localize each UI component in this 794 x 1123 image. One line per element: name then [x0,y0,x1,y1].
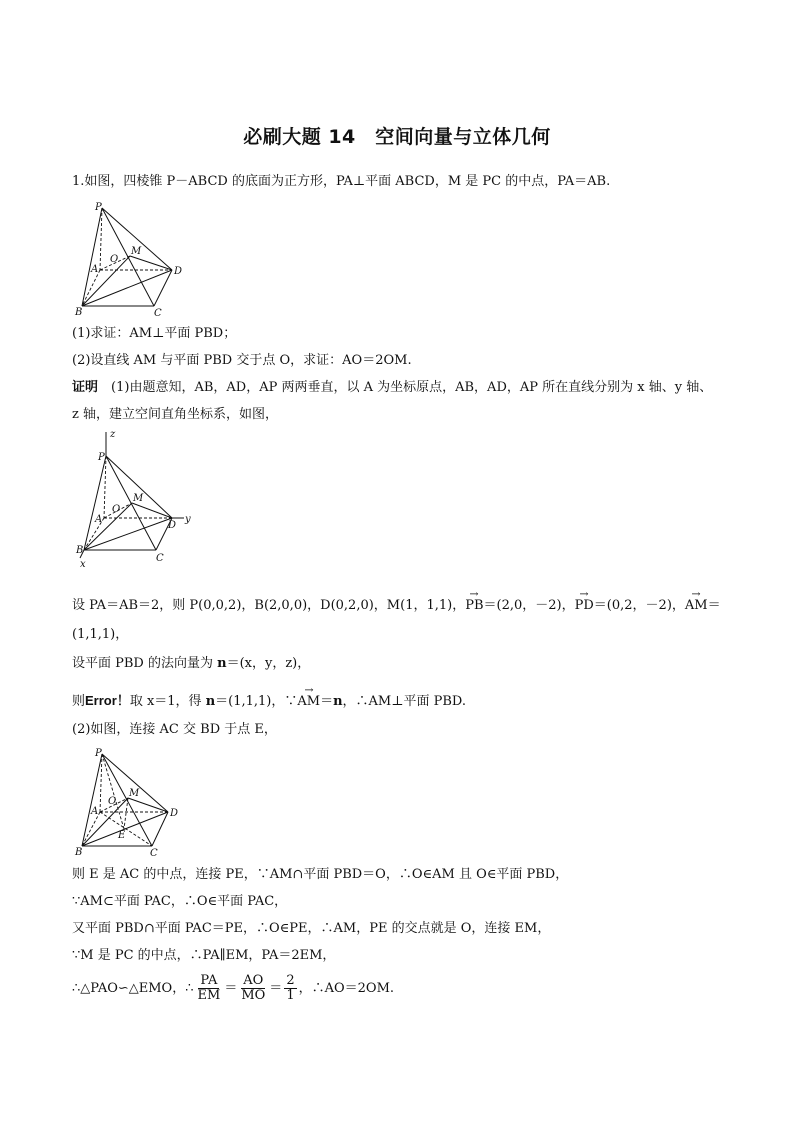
proof-coords-cont: (1,1,1)， [72,627,129,642]
eq-2: ＝ [269,980,283,996]
part-2-question: (2)设直线 AM 与平面 PBD 交于点 O，求证：AO＝2OM. [72,353,412,368]
coords-text: 设 PA＝AB＝2，则 P(0,0,2)，B(2,0,0)，D(0,2,0)，M(1，1,1)， [72,598,466,613]
fraction-PA-EM [196,974,223,1003]
label-P: P [95,202,102,213]
vector-AM-eq: ＝ [707,598,721,613]
label-A: A [95,514,103,525]
label-C: C [156,553,164,564]
proof-step-4: ∵M 是 PC 的中点，∴PA∥EM，PA＝2EM， [72,948,336,963]
err-pre: 则 [72,694,86,709]
pyramid-e-diagram [72,746,192,858]
pyramid-diagram [72,198,192,318]
label-E: E [118,830,126,841]
figure-pyramid-3 [72,746,192,858]
label-B: B [75,847,83,858]
vector-AM: → AM [685,593,708,615]
proof-line-1 [72,379,712,397]
fraction-2-1 [284,974,296,1003]
vector-PB: → PB [465,593,483,615]
proof-step-5 [72,974,394,1003]
proof-step-1: 则 E 是 AC 的中点，连接 PE，∵AM∩平面 PBD＝O，∴O∈AM 且 O∈平面 PBD， [72,867,569,882]
label-C: C [154,308,162,318]
proof-error-line [72,689,466,711]
err-eq: ＝ [320,694,334,709]
error-word: Error！ [85,693,130,708]
figure-pyramid-1 [72,198,192,318]
err-end: ，∴AM⊥平面 PBD. [342,694,466,709]
frac1-den: EM [197,988,221,1003]
label-D: D [174,266,183,277]
proof-coords-line [72,593,721,615]
label-O: O [112,504,121,515]
proof-line-2: z 轴，建立空间直角坐标系，如图， [72,407,278,422]
proof-normal-line [72,655,310,673]
label-B: B [76,545,84,556]
part-1-question: (1)求证：AM⊥平面 PBD； [72,326,237,341]
label-O: O [108,796,117,807]
label-A: A [91,264,99,275]
vector-PD: → PD [575,593,594,615]
proof-step-3: 又平面 PBD∩平面 PAC＝PE，∴O∈PE，∴AM，PE 的交点就是 O，连接 EM， [72,921,551,936]
vector-PD-value: ＝(0,2，－2)， [593,598,685,613]
normal-text: 设平面 PBD 的法向量为 [72,656,218,671]
proof-heading: 证明 [72,380,99,395]
step5-end: ，∴AO＝2OM. [298,980,395,996]
page-title: 必刷大题 14 空间向量与立体几何 [243,126,551,148]
eq-1: ＝ [224,980,238,996]
frac2-num: AO [243,973,264,988]
normal-rest: ＝(x，y，z)， [226,656,311,671]
err-val: ＝(1,1,1)，∵ [215,694,298,709]
frac3-den: 1 [286,988,295,1003]
proof-step-2: ∵AM⊂平面 PAC，∴O∈平面 PAC， [72,894,288,909]
label-M: M [133,493,144,504]
label-D: D [170,808,179,819]
part-2-intro: (2)如图，连接 AC 交 BD 于点 E， [72,722,277,737]
proof-text-1: (1)由题意知，AB，AD，AP 两两垂直，以 A 为坐标原点，AB，AD，AP 所在直线分别为 x 轴、y 轴、 [111,380,713,395]
normal-n: n [217,656,227,671]
label-P: P [95,748,102,759]
frac3-num: 2 [286,973,295,988]
label-O: O [110,254,119,265]
axis-label-x: x [80,559,86,568]
pyramid-axes-diagram [72,428,202,568]
label-P: P [98,452,105,463]
figure-pyramid-axes [72,428,202,568]
label-C: C [150,848,158,858]
frac2-den: MO [241,988,266,1003]
label-A: A [91,806,99,817]
label-M: M [131,246,142,257]
problem-statement: 1.如图，四棱锥 P－ABCD 的底面为正方形，PA⊥平面 ABCD，M 是 PC 的中点，PA＝AB. [72,174,611,189]
axis-label-z: z [110,429,116,440]
vector-AM-2: → AM [297,689,320,711]
err-n: n [205,694,216,709]
frac1-num: PA [200,973,218,988]
err-n2: n [333,694,343,709]
axis-label-y: y [185,514,191,525]
step5-pre: ∴△PAO∽△EMO，∴ [72,980,194,996]
label-B: B [75,307,83,318]
fraction-AO-MO [239,974,267,1003]
label-M: M [129,788,140,799]
label-D: D [168,520,177,531]
vector-PB-value: ＝(2,0，－2)， [483,598,575,613]
err-mid: 取 x＝1，得 [129,694,206,709]
